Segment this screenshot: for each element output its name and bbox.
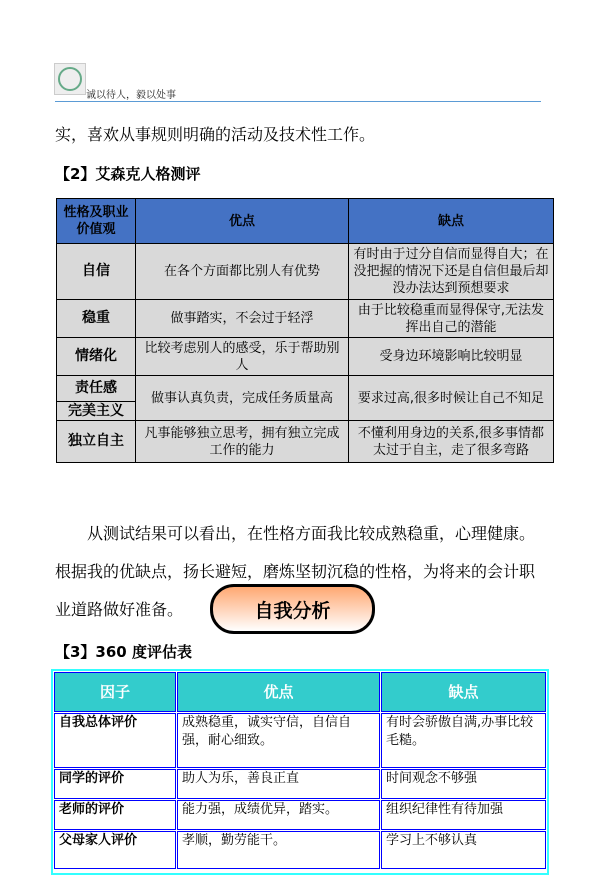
table-row bbox=[57, 244, 554, 300]
table-row bbox=[57, 421, 554, 463]
con-cell: 时间观念不够强 bbox=[381, 769, 546, 799]
trait-cell: 责任感 bbox=[57, 376, 136, 402]
table-row bbox=[57, 300, 554, 338]
pro-cell: 孝顺，勤劳能干。 bbox=[177, 831, 380, 869]
header-cell: 优点 bbox=[136, 199, 349, 244]
header-divider bbox=[55, 101, 541, 102]
intro-line: 实，喜欢从事规则明确的活动及技术性工作。 bbox=[55, 125, 376, 144]
con-cell: 组织纪律性有待加强 bbox=[381, 800, 546, 830]
pro-cell: 比较考虑别人的感受，乐于帮助别人 bbox=[136, 338, 349, 376]
con-cell: 有时由于过分自信而显得自大；在没把握的情况下还是自信但最后却没办法达到预想要求 bbox=[349, 244, 554, 300]
logo-icon bbox=[54, 63, 86, 95]
trait-cell: 完美主义 bbox=[57, 402, 136, 421]
header-cell: 优点 bbox=[177, 672, 380, 712]
table-row bbox=[54, 800, 546, 830]
con-cell: 不懂利用身边的关系,很多事情都太过于自主，走了很多弯路 bbox=[349, 421, 554, 463]
self-analysis-banner: 自我分析 bbox=[210, 584, 375, 634]
section3-title: 【3】360 度评估表 bbox=[55, 643, 192, 661]
pro-cell: 做事认真负责，完成任务质量高 bbox=[136, 376, 349, 421]
factor-cell: 老师的评价 bbox=[54, 800, 176, 830]
trait-cell: 独立自主 bbox=[57, 421, 136, 463]
table-header-row bbox=[57, 199, 554, 244]
pro-cell: 凡事能够独立思考，拥有独立完成工作的能力 bbox=[136, 421, 349, 463]
table-row bbox=[57, 376, 554, 402]
header-cell: 性格及职业价值观 bbox=[57, 199, 136, 244]
eysenck-table bbox=[56, 198, 554, 463]
table-row bbox=[54, 769, 546, 799]
trait-cell: 情绪化 bbox=[57, 338, 136, 376]
con-cell: 受身边环境影响比较明显 bbox=[349, 338, 554, 376]
table-row bbox=[54, 831, 546, 869]
header-motto: 诚以待人，毅以处事 bbox=[86, 90, 176, 101]
table-row bbox=[57, 338, 554, 376]
pro-cell: 做事踏实，不会过于轻浮 bbox=[136, 300, 349, 338]
evaluation-table bbox=[53, 671, 547, 870]
header-cell: 缺点 bbox=[381, 672, 546, 712]
con-cell: 学习上不够认真 bbox=[381, 831, 546, 869]
table-header-row bbox=[54, 672, 546, 712]
pro-cell: 成熟稳重，诚实守信，自信自强，耐心细致。 bbox=[177, 713, 380, 768]
header-cell: 因子 bbox=[54, 672, 176, 712]
table-row bbox=[54, 713, 546, 768]
pro-cell: 能力强，成绩优异，踏实。 bbox=[177, 800, 380, 830]
con-cell: 有时会骄傲自满,办事比较毛糙。 bbox=[381, 713, 546, 768]
summary-paragraph: 从测试结果可以看出，在性格方面我比较成熟稳重，心理健康。根据我的优缺点，扬长避短，磨炼坚韧沉稳的性格，为将来的会计职业道路做好准备。 bbox=[55, 524, 536, 619]
factor-cell: 自我总体评价 bbox=[54, 713, 176, 768]
header-cell: 缺点 bbox=[349, 199, 554, 244]
pro-cell: 助人为乐，善良正直 bbox=[177, 769, 380, 799]
con-cell: 要求过高,很多时候让自己不知足 bbox=[349, 376, 554, 421]
factor-cell: 父母家人评价 bbox=[54, 831, 176, 869]
trait-cell: 稳重 bbox=[57, 300, 136, 338]
trait-cell: 自信 bbox=[57, 244, 136, 300]
factor-cell: 同学的评价 bbox=[54, 769, 176, 799]
evaluation-table-frame bbox=[51, 669, 549, 875]
section2-title: 【2】艾森克人格测评 bbox=[55, 165, 201, 183]
pro-cell: 在各个方面都比别人有优势 bbox=[136, 244, 349, 300]
con-cell: 由于比较稳重而显得保守,无法发挥出自己的潜能 bbox=[349, 300, 554, 338]
